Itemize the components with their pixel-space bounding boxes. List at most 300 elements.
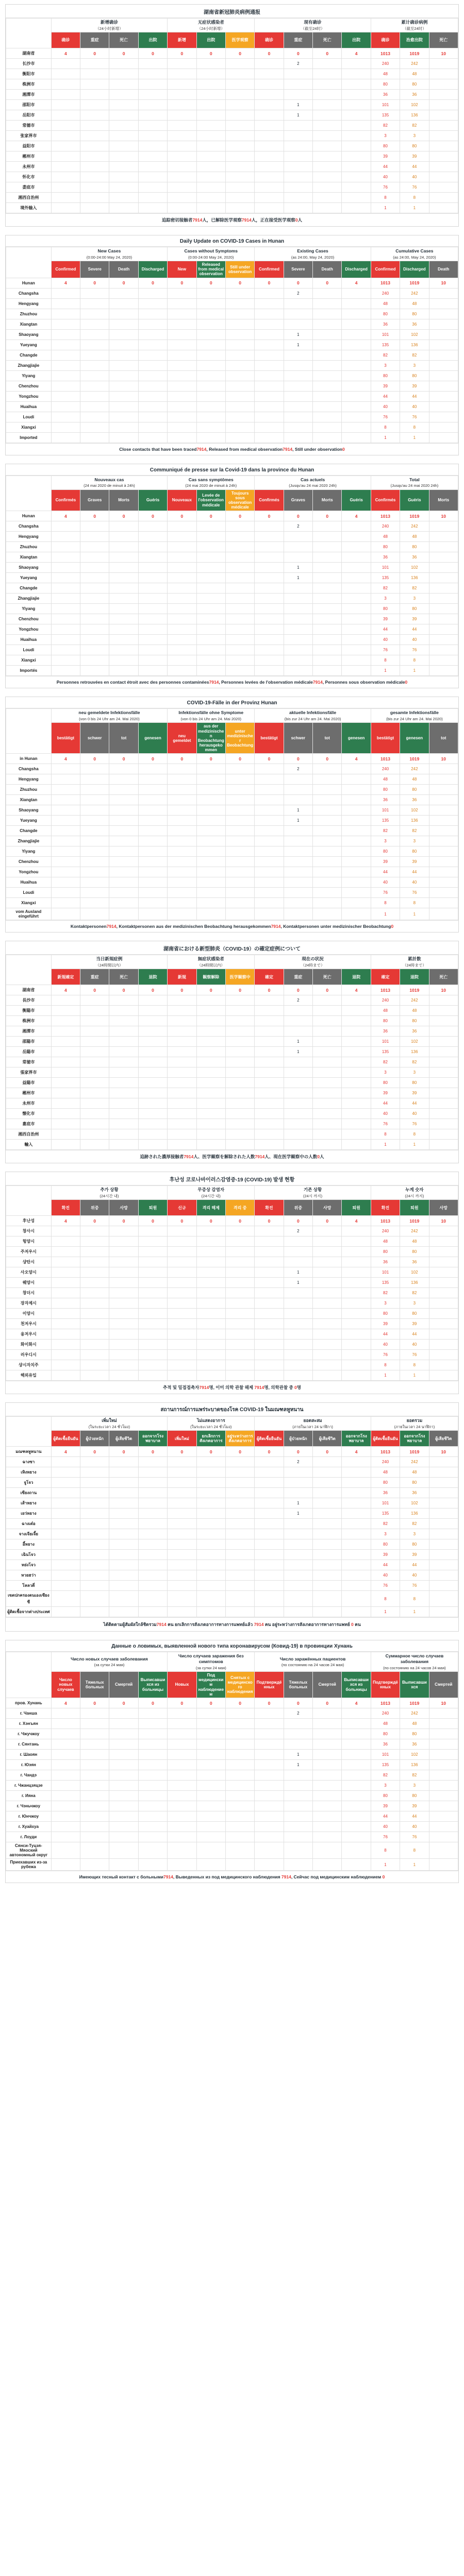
stat-cell: 0 — [225, 985, 254, 995]
stat-cell — [255, 805, 284, 816]
stat-cell — [109, 532, 138, 542]
stat-cell — [80, 110, 109, 121]
stat-cell: 1 — [284, 1760, 312, 1770]
stat-cell — [284, 624, 312, 635]
stat-cell: 76 — [400, 412, 429, 422]
stat-cell — [342, 1760, 371, 1770]
table-title: สถานการณ์การแพร่ระบาดของโรค COVID-19 ในมณฑลหูหนาน — [6, 1403, 458, 1416]
stat-cell — [313, 1498, 342, 1509]
stat-cell — [109, 193, 138, 203]
stat-cell — [138, 1288, 167, 1298]
stat-cell — [225, 1457, 254, 1467]
province-total-row — [6, 1447, 458, 1457]
stat-cell — [284, 162, 312, 172]
region-name: Yueyang — [6, 573, 52, 583]
stat-cell — [80, 360, 109, 370]
table-row — [6, 888, 458, 898]
stat-cell — [284, 666, 312, 676]
stat-cell — [168, 1119, 196, 1129]
column-header: 重症 — [284, 969, 312, 985]
stat-cell — [342, 131, 371, 141]
region-name: จางเจียเจี้ย — [6, 1529, 52, 1539]
stat-cell — [138, 1457, 167, 1467]
column-header-row — [6, 1431, 458, 1447]
stat-cell — [138, 1781, 167, 1791]
region-name: หย่งโจว — [6, 1560, 52, 1570]
stat-cell — [196, 1519, 225, 1529]
stat-cell — [225, 594, 254, 604]
group-header — [51, 1417, 168, 1431]
region-name: Shaoyang — [6, 805, 52, 816]
stat-cell — [313, 1236, 342, 1247]
region-name: Zhangjiajie — [6, 594, 52, 604]
stat-cell: 80 — [371, 785, 400, 795]
stat-cell — [225, 151, 254, 162]
stat-cell: 240 — [371, 288, 400, 298]
stat-cell — [80, 1078, 109, 1088]
column-header: genesen — [342, 723, 371, 754]
stat-cell — [168, 1591, 196, 1607]
stat-cell: 0 — [196, 1447, 225, 1457]
stat-cell: 80 — [400, 542, 429, 552]
stat-cell — [225, 532, 254, 542]
group-name: 기존 상황 — [303, 1187, 322, 1193]
column-header: อยู่ระหว่างการสังเกตอาการ — [225, 1431, 254, 1447]
stat-cell: 36 — [400, 552, 429, 563]
stat-cell — [255, 1119, 284, 1129]
stat-cell — [138, 1278, 167, 1288]
stat-cell — [168, 624, 196, 635]
table-row — [6, 340, 458, 350]
table-row — [6, 1037, 458, 1047]
group-name: 新增确诊 — [100, 20, 118, 25]
stat-cell — [138, 1109, 167, 1119]
province-total-row — [6, 511, 458, 521]
stat-cell: 44 — [371, 1811, 400, 1822]
stat-cell: 40 — [400, 1570, 429, 1581]
stat-cell — [80, 846, 109, 857]
table-row — [6, 422, 458, 432]
group-header — [168, 1652, 255, 1672]
stat-cell — [51, 151, 80, 162]
stat-cell — [255, 391, 284, 401]
stat-cell — [138, 162, 167, 172]
stat-cell — [109, 1781, 138, 1791]
stat-cell: 136 — [400, 1509, 429, 1519]
bulletin-table — [5, 464, 459, 689]
stat-cell: 1013 — [371, 985, 400, 995]
stat-cell — [51, 79, 80, 90]
region-name: 湖南省 — [6, 48, 52, 59]
stat-cell — [342, 193, 371, 203]
stat-cell — [80, 193, 109, 203]
stat-cell — [342, 1719, 371, 1729]
column-header: 사망 — [429, 1200, 458, 1216]
stat-cell — [342, 151, 371, 162]
stat-cell — [138, 151, 167, 162]
stat-cell — [225, 1607, 254, 1617]
stat-cell: 82 — [400, 1519, 429, 1529]
region-name: Yongzhou — [6, 867, 52, 877]
stat-cell — [196, 1529, 225, 1539]
column-header: Released from medical observation — [196, 261, 225, 278]
stat-cell — [109, 1560, 138, 1570]
stat-cell — [255, 1781, 284, 1791]
stat-cell — [284, 1319, 312, 1329]
stat-cell — [225, 1329, 254, 1340]
stat-cell — [284, 69, 312, 79]
region-name: 邵阳市 — [6, 100, 52, 110]
table-row — [6, 846, 458, 857]
stat-cell — [80, 1057, 109, 1067]
stat-cell — [284, 614, 312, 624]
stat-cell — [313, 1467, 342, 1478]
region-name: г. Хуайхуа — [6, 1822, 52, 1832]
stat-cell: 0 — [80, 1698, 109, 1708]
stat-cell — [225, 846, 254, 857]
table-row — [6, 1457, 458, 1467]
stat-cell — [284, 635, 312, 645]
stat-cell — [51, 432, 80, 443]
stat-cell — [168, 1770, 196, 1781]
stat-cell — [225, 79, 254, 90]
stat-cell — [342, 1140, 371, 1150]
stat-cell — [196, 1370, 225, 1381]
group-period: (24시 까지) — [303, 1194, 323, 1199]
stat-cell — [429, 1047, 458, 1057]
stat-cell: 240 — [371, 995, 400, 1006]
group-name: 現在の状況 — [302, 956, 324, 962]
stat-cell: 40 — [371, 1340, 400, 1350]
group-period: (Jusqu'au 24 mai 2020 24h) — [390, 483, 439, 488]
table-row — [6, 867, 458, 877]
stat-cell: 102 — [400, 805, 429, 816]
stat-cell — [284, 836, 312, 846]
stat-cell — [109, 1340, 138, 1350]
stat-cell — [342, 1570, 371, 1581]
stat-cell — [342, 563, 371, 573]
stat-cell — [313, 1488, 342, 1498]
stat-cell — [429, 908, 458, 920]
stat-cell — [196, 1350, 225, 1360]
table-row — [6, 298, 458, 309]
stat-cell — [51, 785, 80, 795]
table-row — [6, 391, 458, 401]
stat-cell — [429, 1560, 458, 1570]
observed-contacts-count: 0 — [405, 680, 408, 685]
stat-cell — [80, 1129, 109, 1140]
stat-cell — [168, 110, 196, 121]
stat-cell — [196, 604, 225, 614]
stat-cell — [196, 774, 225, 785]
stat-cell — [109, 1016, 138, 1026]
stat-cell — [255, 1519, 284, 1529]
contacts-footnote — [6, 1871, 458, 1883]
stat-cell — [80, 521, 109, 532]
stat-cell — [225, 1519, 254, 1529]
table-row — [6, 1781, 458, 1791]
stat-cell — [255, 1078, 284, 1088]
stat-cell — [51, 1037, 80, 1047]
region-name: 웨양시 — [6, 1278, 52, 1288]
stat-cell — [80, 151, 109, 162]
stat-cell — [80, 131, 109, 141]
stat-cell — [168, 162, 196, 172]
stat-cell: 242 — [400, 288, 429, 298]
stat-cell: 3 — [400, 1067, 429, 1078]
table-row — [6, 898, 458, 908]
stat-cell — [225, 795, 254, 805]
stat-cell — [80, 90, 109, 100]
stat-cell — [284, 888, 312, 898]
stat-cell: 0 — [196, 1698, 225, 1708]
column-header: 死亡 — [109, 32, 138, 48]
stat-cell: 82 — [371, 583, 400, 594]
column-header: Confirmés — [255, 489, 284, 511]
stat-cell — [255, 1607, 284, 1617]
stat-cell: 48 — [371, 1236, 400, 1247]
stat-cell — [313, 1519, 342, 1529]
stat-cell — [196, 100, 225, 110]
stat-cell — [168, 172, 196, 182]
stat-cell — [51, 795, 80, 805]
stat-cell — [342, 162, 371, 172]
stat-cell — [51, 162, 80, 172]
stat-cell — [196, 1581, 225, 1591]
stat-cell — [138, 877, 167, 888]
stat-cell: 76 — [371, 182, 400, 193]
stat-cell — [313, 193, 342, 203]
stat-cell — [255, 1770, 284, 1781]
stat-cell — [313, 100, 342, 110]
stat-cell — [109, 1570, 138, 1581]
stat-cell — [313, 795, 342, 805]
stat-cell — [255, 1591, 284, 1607]
stat-cell — [196, 1309, 225, 1319]
stat-cell — [138, 1370, 167, 1381]
stat-cell — [342, 1257, 371, 1267]
table-row — [6, 1370, 458, 1381]
stat-cell — [168, 645, 196, 655]
stat-cell — [342, 1791, 371, 1801]
stat-cell — [225, 624, 254, 635]
column-header: Новых — [168, 1672, 196, 1698]
stat-cell — [51, 1607, 80, 1617]
stat-cell — [255, 1247, 284, 1257]
stat-cell — [168, 573, 196, 583]
stat-cell — [313, 1267, 342, 1278]
column-header: 퇴원 — [400, 1200, 429, 1216]
stat-cell — [138, 391, 167, 401]
stat-cell — [196, 412, 225, 422]
stat-cell — [51, 542, 80, 552]
traced-contacts-count: 7914 — [106, 924, 117, 929]
stat-cell — [168, 432, 196, 443]
stat-cell — [342, 1360, 371, 1370]
stat-cell: 80 — [400, 309, 429, 319]
region-name: Zhangjiajie — [6, 360, 52, 370]
stat-cell — [342, 381, 371, 391]
stat-cell — [313, 826, 342, 836]
stat-cell: 44 — [371, 162, 400, 172]
stat-cell — [284, 401, 312, 412]
stat-cell — [255, 1560, 284, 1570]
stat-cell — [225, 1129, 254, 1140]
stat-cell — [51, 1859, 80, 1871]
stat-cell — [196, 826, 225, 836]
stat-cell — [284, 412, 312, 422]
stat-cell — [284, 319, 312, 329]
stat-cell — [429, 1509, 458, 1519]
stat-cell — [138, 888, 167, 898]
stat-cell — [255, 1478, 284, 1488]
stat-cell: 82 — [400, 121, 429, 131]
stat-cell: 80 — [371, 1791, 400, 1801]
stat-cell — [313, 877, 342, 888]
stat-cell — [196, 79, 225, 90]
stat-cell: 1 — [284, 1047, 312, 1057]
stat-cell — [109, 1360, 138, 1370]
stat-cell — [342, 329, 371, 340]
stat-cell — [342, 655, 371, 666]
stat-cell — [168, 846, 196, 857]
stat-cell — [313, 162, 342, 172]
stat-cell — [51, 1760, 80, 1770]
column-header: Число новых случаев — [51, 1672, 80, 1698]
stat-cell: 1013 — [371, 754, 400, 764]
stat-cell — [51, 573, 80, 583]
stat-cell: 76 — [400, 1350, 429, 1360]
stat-cell — [429, 381, 458, 391]
stat-cell — [342, 826, 371, 836]
stat-cell — [109, 1006, 138, 1016]
group-name: 누계 숫자 — [405, 1187, 424, 1193]
stat-cell — [80, 1360, 109, 1370]
stat-cell: 82 — [371, 1770, 400, 1781]
stat-cell: 1 — [400, 203, 429, 213]
stat-cell: 4 — [342, 48, 371, 59]
footnote-text: Personnes retrouvées en contact étroit avec des personnes contaminées — [56, 680, 209, 685]
region-name: г. Лоуди — [6, 1832, 52, 1842]
stat-cell — [284, 1801, 312, 1811]
stat-cell — [255, 401, 284, 412]
bulletin-table — [5, 697, 459, 933]
stat-cell — [80, 635, 109, 645]
stat-cell — [80, 1859, 109, 1871]
stat-cell — [313, 350, 342, 360]
stat-cell — [313, 1329, 342, 1340]
column-header: Тяжелых больных — [284, 1672, 312, 1698]
stat-cell: 0 — [284, 1447, 312, 1457]
stat-cell — [225, 908, 254, 920]
stat-cell — [313, 1360, 342, 1370]
stat-cell: 76 — [400, 645, 429, 655]
stat-cell — [196, 836, 225, 846]
stat-cell — [255, 90, 284, 100]
stat-cell: 76 — [400, 182, 429, 193]
stat-cell — [284, 422, 312, 432]
stat-cell: 48 — [371, 1006, 400, 1016]
corner-cell — [6, 247, 52, 278]
column-header: schwer — [80, 723, 109, 754]
column-header: 确诊 — [371, 32, 400, 48]
stat-cell — [80, 350, 109, 360]
released-contacts-count: 7914 — [254, 1622, 264, 1628]
stat-cell — [109, 1226, 138, 1236]
stat-cell — [196, 309, 225, 319]
stat-cell: 39 — [371, 857, 400, 867]
stat-cell — [225, 655, 254, 666]
stat-cell: 80 — [400, 1478, 429, 1488]
stat-cell — [313, 532, 342, 542]
region-name: г. Чжучжоу — [6, 1729, 52, 1739]
region-name: 衡陽市 — [6, 1006, 52, 1016]
footnote-text: , Выведенных из под медицинского наблюдения — [173, 1874, 281, 1879]
stat-cell — [196, 594, 225, 604]
stat-cell: 44 — [400, 624, 429, 635]
bulletin-table — [5, 1640, 459, 1883]
stat-cell — [342, 1037, 371, 1047]
stat-cell — [138, 59, 167, 69]
group-header — [51, 476, 168, 489]
stat-cell — [80, 624, 109, 635]
table-row — [6, 1570, 458, 1581]
column-header-row — [6, 1672, 458, 1698]
region-name: Hunan — [6, 278, 52, 288]
stat-cell: 0 — [196, 278, 225, 288]
stat-cell: 242 — [400, 1457, 429, 1467]
group-period: (по состоянию на 24 часов 24 мая) — [383, 1665, 446, 1670]
stat-cell — [342, 1581, 371, 1591]
stat-cell — [80, 391, 109, 401]
column-header: 퇴원 — [342, 1200, 371, 1216]
group-period: （24時間以内） — [197, 963, 225, 968]
released-contacts-count: 7914 — [283, 446, 293, 452]
stat-cell — [284, 1078, 312, 1088]
cases-table — [6, 1416, 458, 1617]
stat-cell — [313, 1016, 342, 1026]
stat-cell — [313, 635, 342, 645]
stat-cell — [313, 1560, 342, 1570]
corner-cell — [6, 1652, 52, 1698]
stat-cell — [196, 655, 225, 666]
stat-cell: 242 — [400, 995, 429, 1006]
stat-cell — [109, 583, 138, 594]
stat-cell — [429, 1329, 458, 1340]
stat-cell — [51, 1591, 80, 1607]
stat-cell — [51, 100, 80, 110]
group-header — [168, 1417, 255, 1431]
table-row — [6, 1340, 458, 1350]
stat-cell — [284, 121, 312, 131]
stat-cell: 36 — [400, 1257, 429, 1267]
stat-cell — [225, 635, 254, 645]
stat-cell — [255, 1832, 284, 1842]
stat-cell — [80, 172, 109, 182]
table-row — [6, 645, 458, 655]
stat-cell: 135 — [371, 1509, 400, 1519]
stat-cell — [255, 995, 284, 1006]
stat-cell — [196, 1498, 225, 1509]
stat-cell — [225, 1739, 254, 1750]
stat-cell — [138, 624, 167, 635]
stat-cell — [225, 1257, 254, 1267]
stat-cell: 102 — [400, 563, 429, 573]
stat-cell: 40 — [400, 1109, 429, 1119]
stat-cell — [225, 995, 254, 1006]
table-row — [6, 182, 458, 193]
column-header: 新增 — [168, 32, 196, 48]
